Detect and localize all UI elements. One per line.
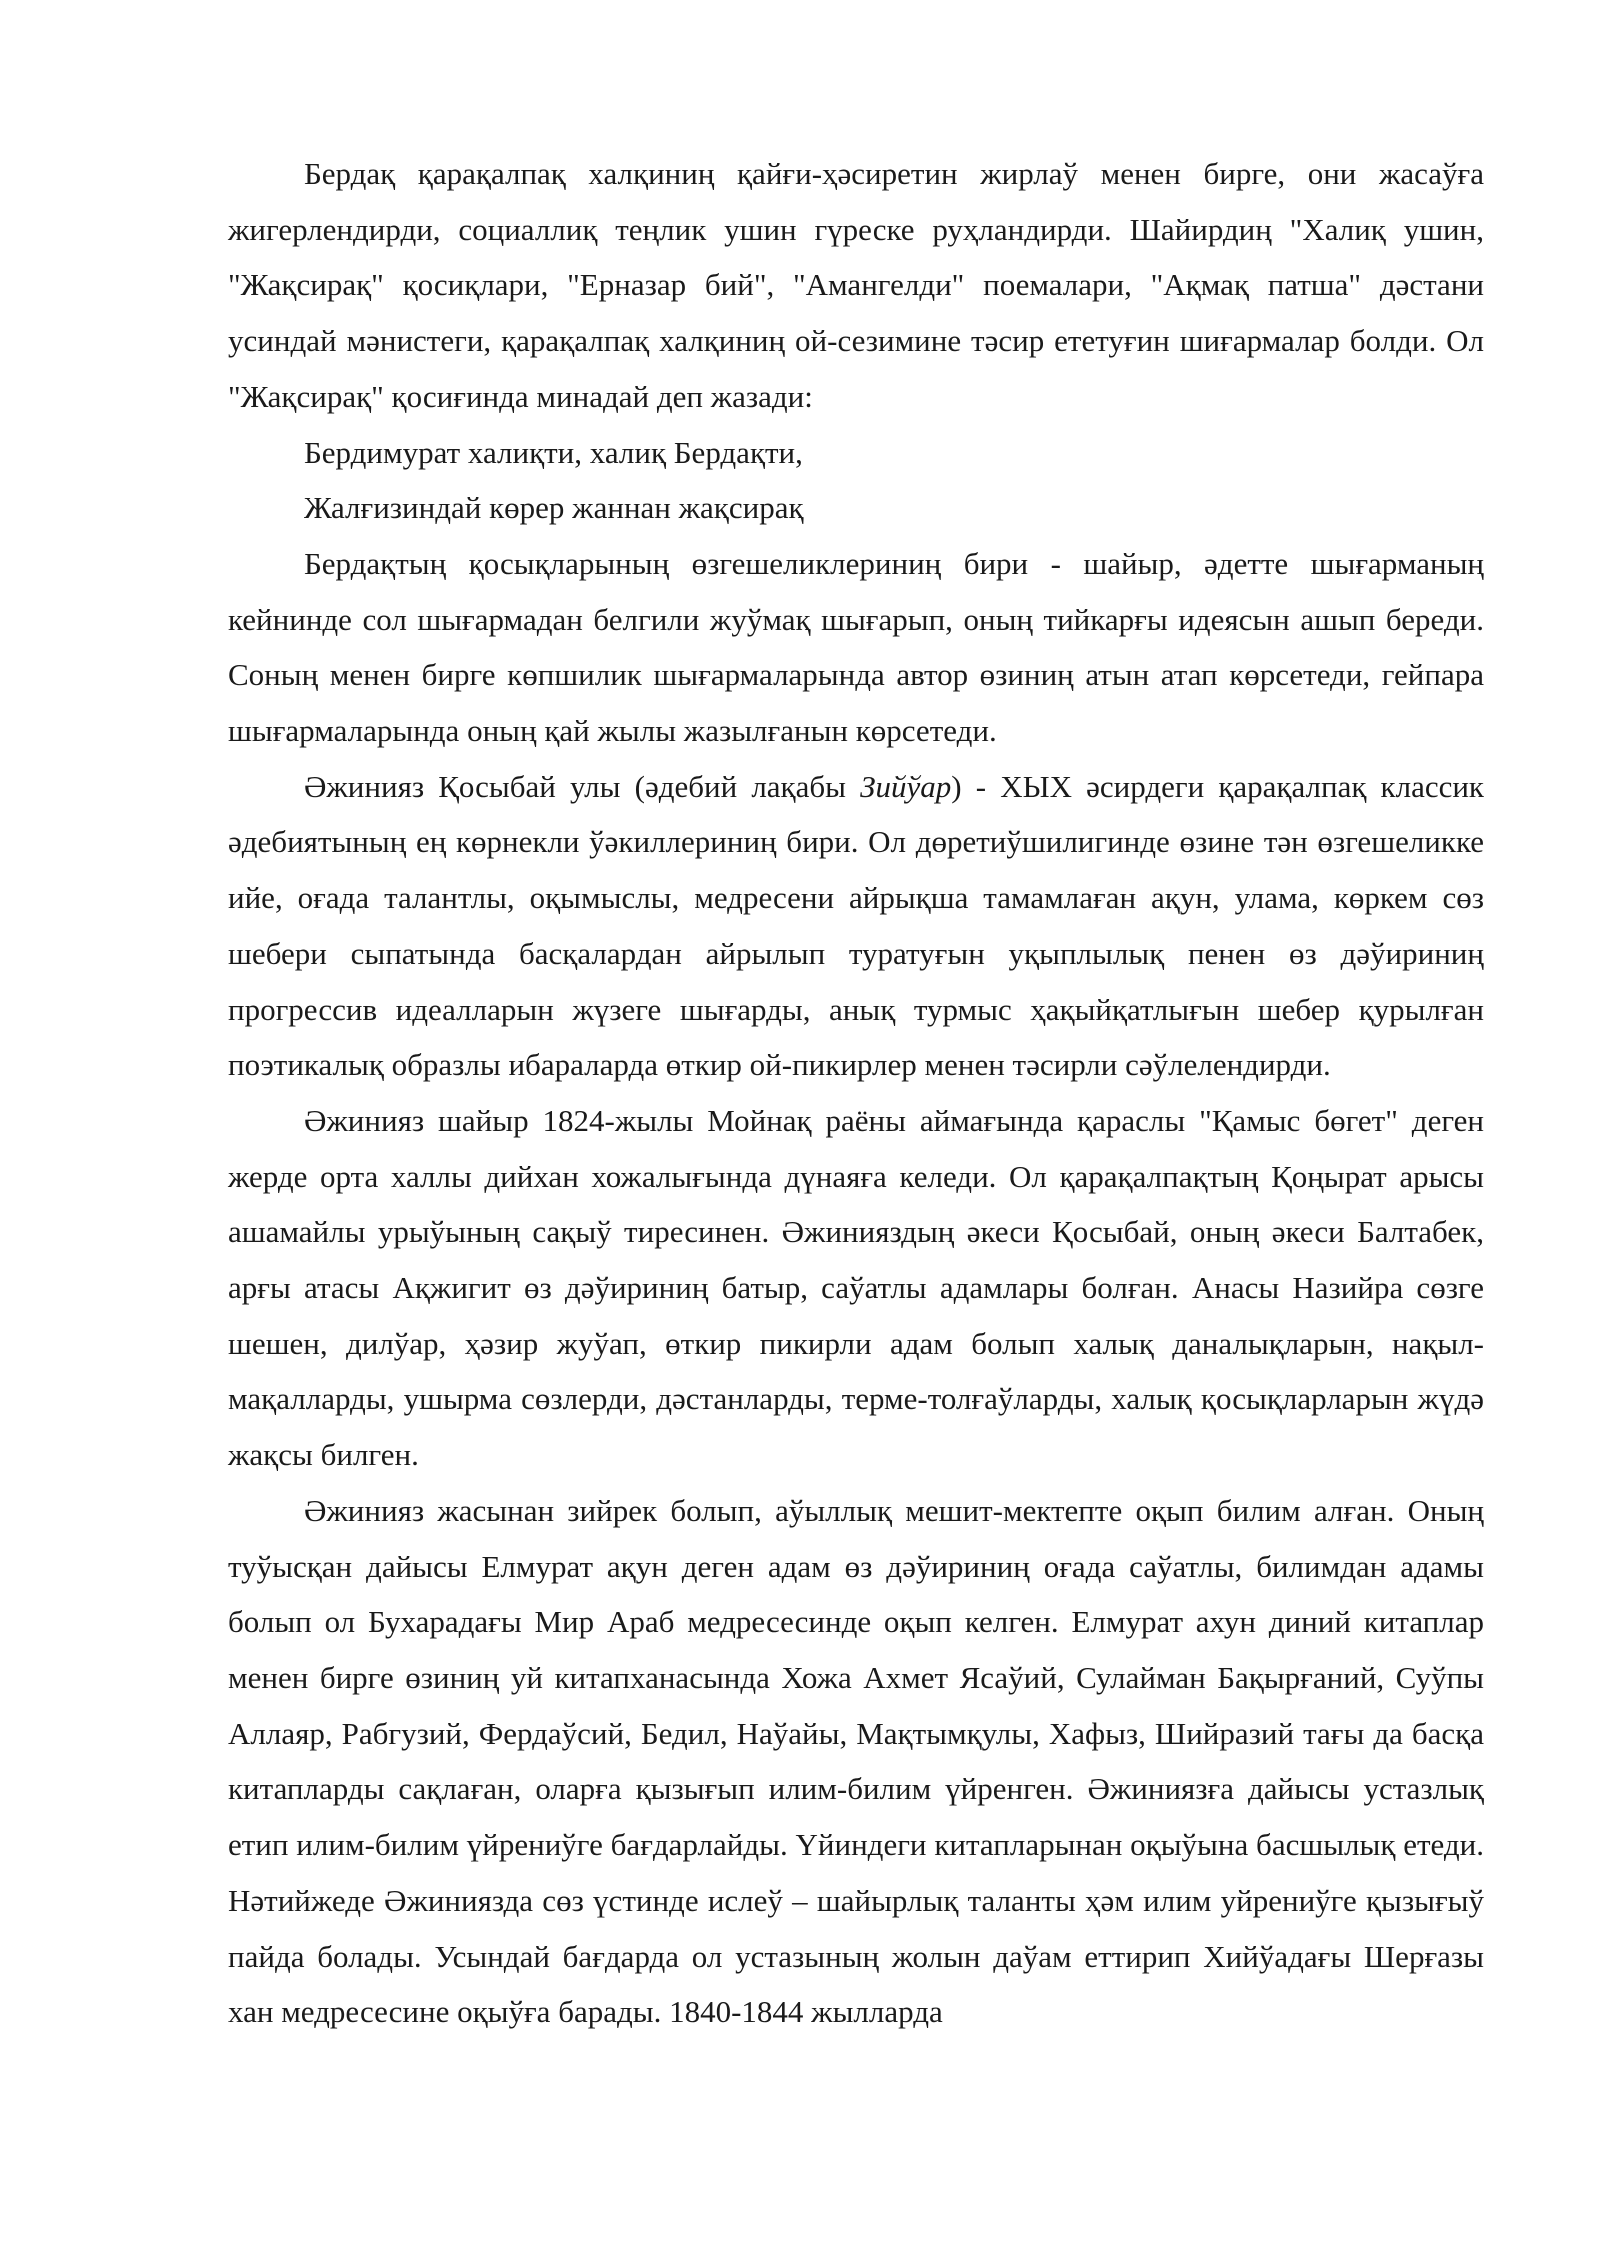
paragraph-ajiniyaz-birth: Әжинияз шайыр 1824-жылы Мойнақ раёны аймағында қараслы "Қамыс бөгет" деген жерде орта халлы дийхан хожалығында дүнаяға келеди. Ол қарақалпақтың Қоңырат арысы ашамайлы урыўының сақыў тиресинен. Әжинияздың әкеси Қосыбай, оның әкеси Балтабек, арғы атасы Ақжигит өз дәўириниң батыр, саўатлы адамлары болған. Анасы Назийра сөзге шешен, дилўар, ҳәзир жуўап, өткир пикирли адам болып халық даналықларын, нақыл-мақалларды, ушырма сөзлерди, дәстанларды, терме-толғаўларды, халық қосықларларын жүдә жақсы билген. [228, 1102, 1484, 1473]
paragraph-ajiniyaz-education: Әжинияз жасынан зийрек болып, аўыллық мешит-мектепте оқып билим алған. Оның туўысқан дайысы Елмурат ақун деген адам өз дәўириниң оғада саўатлы, билимдан адамы болып ол Бухарадағы Мир Араб медресесинде оқып келген. Елмурат ахун диний китаплар менен бирге өзиниң уй китапханасында Хожа Ахмет Ясаўий, Сулайман Бақырғаний, Суўпы Аллаяр, Рабгузий, Фердаўсий, Бедил, Наўайы, Мақтымқулы, Хафыз, Шийразий тағы да басқа китапларды сақлаған, оларға қызығып илим-билим үйренген. Әжиниязға дайысы устазлық етип илим-билим үйрениўге бағдарлайды. Үйиндеги китапларынан оқыўына басшылық етеди. Нәтийжеде Әжиниязда сөз үстинде ислеў – шайырлық таланты ҳәм илим уйрениўге қызығыў пайда болады. Усындай бағдарда ол устазының жолын даўам еттирип Хийўадағы Шерғазы хан медресесине оқыўға барады. 1840-1844 жылларда [228, 1492, 1484, 2030]
paragraph-berdaq-intro: Бердақ қарақалпақ халқиниң қайғи-ҳәсиретин жирлаў менен бирге, они жасаўға жигерлендирди, социаллиқ теңлик ушин гүреске руҳландирди. Шайирдиң "Халиқ ушин, "Жақсирақ" қосиқлари, "Ерназар бий", "Амангелди" поемалари, "Ақмақ патша" дәстани усиндай мәнистеги, қарақалпақ халқиниң ой-сезимине тәсир ететуғин шиғармалар болди. Ол "Жақсирақ" қосиғинда минадай деп жазади: [228, 156, 1484, 414]
paragraph-ajiniyaz-intro [228, 759, 1484, 1093]
paragraph-berdaq-features: Бердақтың қосықларының өзгешеликлериниң бири - шайыр, әдетте шығарманың кейнинде сол шығармадан белгили жуўмақ шығарып, оның тийкарғы идеясын ашып береди. Соның менен бирге көпшилик шығармаларында автор өзиниң атын атап көрсетеди, гейпара шығармаларында оның қай жылы жазылғанын көрсетеди. [228, 545, 1484, 749]
pen-name-italic: Зийўар [860, 768, 952, 804]
verse-line-1: Бердимурат халиқти, халиқ Бердақти, [304, 434, 803, 470]
ajiniyaz-intro-rest: ) - ХЫХ әсирдеги қарақалпақ классик әдебиятының ең көрнекли ўәкиллериниң бири. Ол дөретиўшилигинде өзине тән өзгешеликке ийе, оғада талантлы, оқымыслы, медресени айрықша тамамлаған ақун, улама, көркем сөз шебери сыпатында басқалардан айрылып туратуғын уқыплылық пенен өз дәўириниң прогрессив идеалларын жүзеге шығарды, анық турмыс ҳақыйқатлығын шебер қурылған поэтикалық образлы ибараларда өткир ой-пикирлер менен тәсирли сәўлелендирди. [228, 768, 1484, 1083]
ajiniyaz-intro-start: Әжинияз Қосыбай улы (әдебий лақабы [304, 768, 861, 804]
document-page [228, 146, 1484, 2040]
verse-line-2: Жалғизиндай көрер жаннан жақсирақ [304, 490, 804, 526]
